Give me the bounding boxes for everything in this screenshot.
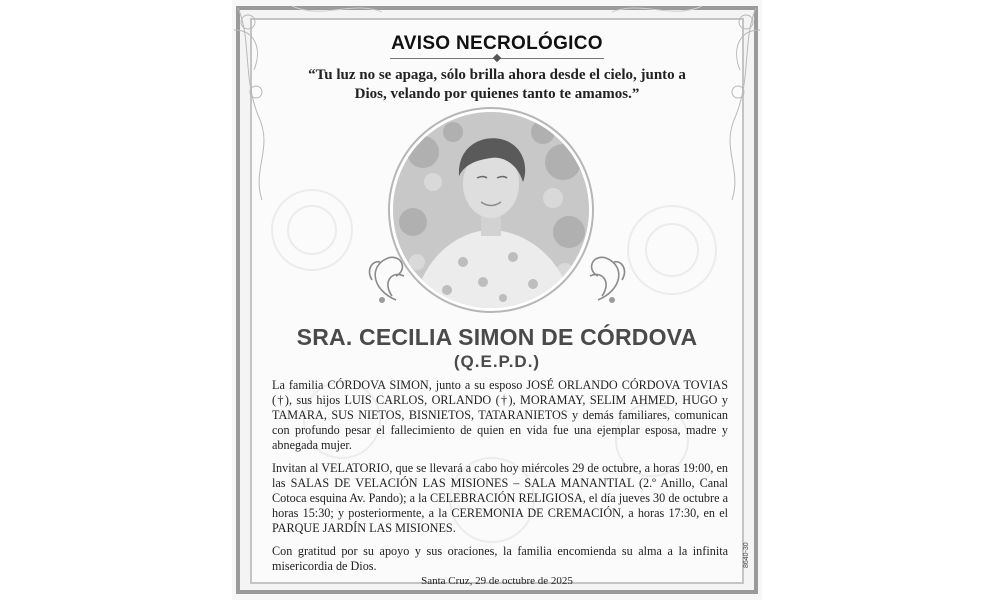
qepd-label: (Q.E.P.D.) (453, 352, 541, 371)
ad-code: 8640-30 (743, 542, 750, 568)
notice-title: AVISO NECROLÓGICO (391, 33, 603, 54)
family-paragraph: La familia CÓRDOVA SIMON, junto a su esposo JOSÉ ORLANDO CÓRDOVA TOVIAS (†), sus hijos LUIS CARLOS, ORLANDO (†), MORAMAY, SELIM AHMED, HUGO y TAMARA, SUS NIETOS, BISNIETOS, TATARANIETOS y demás familiares, comunican con profundo pesar el fallecimiento de quien en vida fue una ejemplar esposa, madre y abnegada mujer. (272, 378, 728, 452)
memorial-quote: “Tu luz no se apaga, sólo brilla ahora desde el cielo, junto a Dios, velando por quienes tanto te amamos.” (308, 67, 686, 102)
deceased-name: SRA. CECILIA SIMON DE CÓRDOVA (296, 324, 698, 350)
gratitude-paragraph: Con gratitud por su apoyo y sus oraciones, la familia encomienda su alma a la infinita misericordia de Dios. (272, 544, 728, 573)
place-date: Santa Cruz, 29 de octubre de 2025 (421, 575, 573, 587)
portrait-photo (393, 112, 589, 308)
services-paragraph: Invitan al VELATORIO, que se llevará a cabo hoy miércoles 29 de octubre, a horas 19:00, en las SALAS DE VELACIÓN LAS MISIONES – SALA MANANTIAL (2.º Anillo, Canal Cotoca esquina Av. Pando); a la CELEBRACIÓN RELIGIOSA, el día jueves 30 de octubre a horas 15:30; y posteriormente, a la CEREMONIA DE CREMACIÓN, a horas 17:30, en el PARQUE JARDÍN LAS MISIONES. (272, 461, 728, 535)
